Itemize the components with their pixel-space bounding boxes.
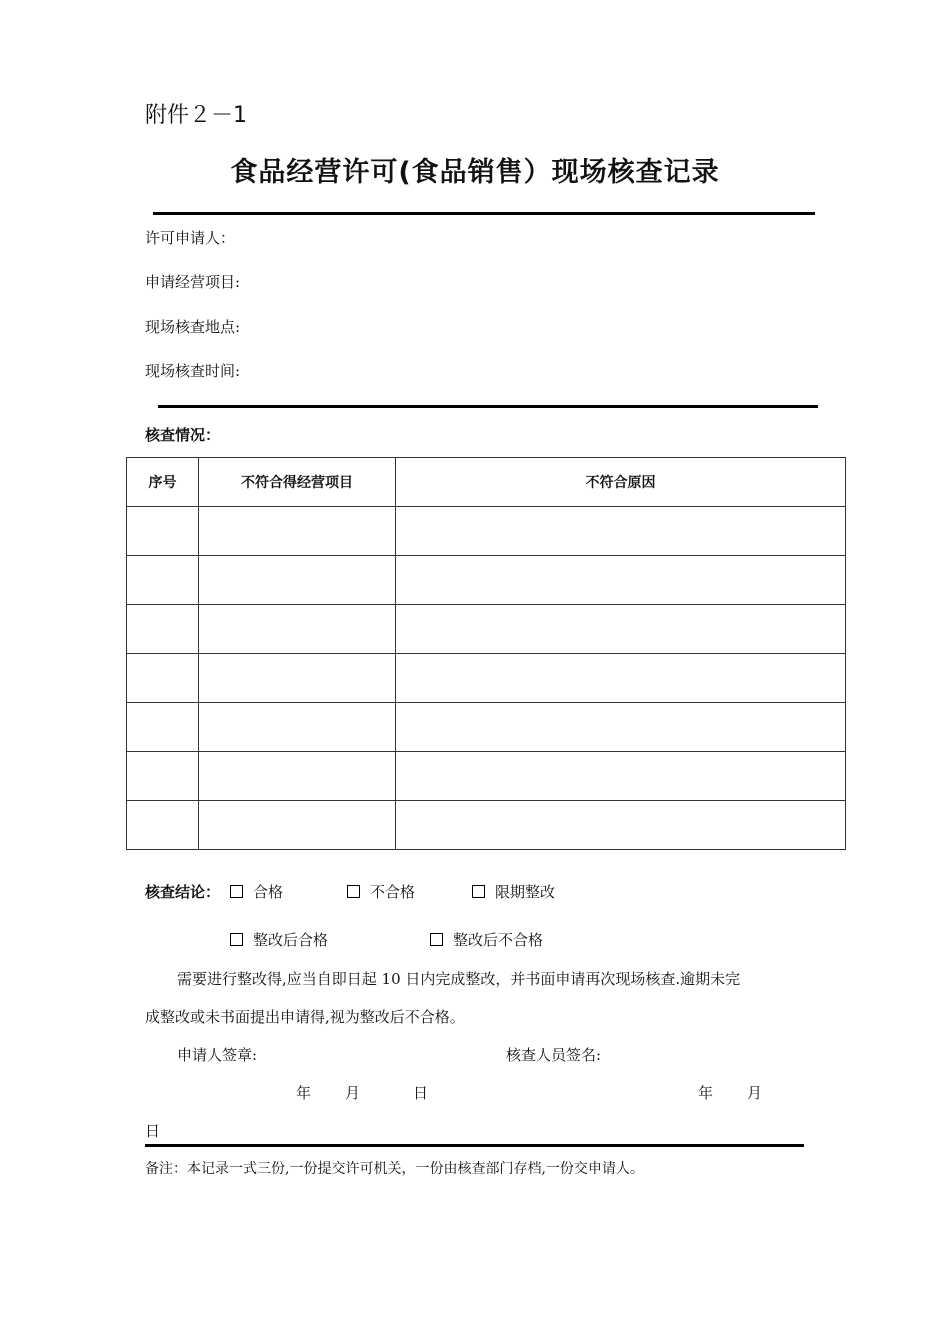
cell-seq[interactable] [127, 556, 199, 605]
option-pass[interactable] [230, 881, 283, 902]
table-row [127, 605, 846, 654]
cell-reason[interactable] [396, 605, 846, 654]
checkbox-rectified-fail[interactable] [430, 933, 443, 946]
applicant-date-day: 日 [413, 1084, 429, 1102]
table-row [127, 801, 846, 850]
title-divider [153, 212, 815, 215]
option-deadline[interactable] [472, 881, 555, 902]
applicant-signature-label: 申请人签章: [177, 1046, 258, 1064]
cell-seq[interactable] [127, 605, 199, 654]
note-divider [145, 1144, 804, 1147]
table-row [127, 703, 846, 752]
checkbox-deadline[interactable] [472, 885, 485, 898]
header-reason: 不符合原因 [396, 458, 846, 507]
table-row [127, 507, 846, 556]
option-rectified-fail-label: 整改后不合格 [453, 931, 544, 949]
option-rectified-pass-label: 整改后合格 [253, 931, 329, 949]
inspector-date-day: 日 [145, 1122, 161, 1140]
inspector-signature-label: 核查人员签名: [506, 1046, 602, 1064]
header-seq: 序号 [127, 458, 199, 507]
table-row [127, 654, 846, 703]
cell-reason[interactable] [396, 752, 846, 801]
conclusion-label: 核查结论： [145, 883, 221, 901]
checkbox-fail[interactable] [347, 885, 360, 898]
cell-item[interactable] [199, 605, 396, 654]
applicant-date-month: 月 [345, 1084, 361, 1102]
check-label: 核查情况： [145, 426, 221, 444]
cell-item[interactable] [199, 507, 396, 556]
field-time: 现场核查时间: [145, 362, 241, 380]
instruction-line-1: 需要进行整改得,应当自即日起 10 日内完成整改，并书面申请再次现场核查.逾期未完 [177, 970, 741, 988]
cell-reason[interactable] [396, 507, 846, 556]
cell-seq[interactable] [127, 507, 199, 556]
inspector-date-year: 年 [698, 1084, 714, 1102]
cell-seq[interactable] [127, 654, 199, 703]
cell-item[interactable] [199, 556, 396, 605]
inspection-table [126, 457, 846, 850]
footnote: 备注：本记录一式三份,一份提交许可机关，一份由核查部门存档,一份交申请人。 [145, 1161, 644, 1177]
header-item: 不符合得经营项目 [199, 458, 396, 507]
option-rectified-pass[interactable] [230, 929, 328, 950]
cell-item[interactable] [199, 703, 396, 752]
document-title: 食品经营许可(食品销售）现场核查记录 [230, 157, 720, 188]
cell-item[interactable] [199, 654, 396, 703]
cell-item[interactable] [199, 752, 396, 801]
inspector-date-month: 月 [747, 1084, 763, 1102]
applicant-date-year: 年 [296, 1084, 312, 1102]
field-business-items: 申请经营项目: [145, 273, 241, 291]
cell-seq[interactable] [127, 703, 199, 752]
cell-item[interactable] [199, 801, 396, 850]
annex-number: 附件２－1 [145, 103, 247, 128]
table-row [127, 556, 846, 605]
cell-seq[interactable] [127, 801, 199, 850]
fields-divider [158, 405, 818, 408]
instruction-line-2: 成整改或未书面提出申请得,视为整改后不合格。 [145, 1008, 465, 1026]
field-location: 现场核查地点: [145, 318, 241, 336]
table-row [127, 752, 846, 801]
option-deadline-label: 限期整改 [495, 883, 556, 901]
checkbox-pass[interactable] [230, 885, 243, 898]
checkbox-rectified-pass[interactable] [230, 933, 243, 946]
table-header-row [127, 458, 846, 507]
option-pass-label: 合格 [253, 883, 284, 901]
field-applicant: 许可申请人： [145, 229, 236, 247]
cell-reason[interactable] [396, 556, 846, 605]
cell-seq[interactable] [127, 752, 199, 801]
option-fail[interactable] [347, 881, 415, 902]
cell-reason[interactable] [396, 801, 846, 850]
option-fail-label: 不合格 [370, 883, 416, 901]
cell-reason[interactable] [396, 703, 846, 752]
option-rectified-fail[interactable] [430, 929, 543, 950]
cell-reason[interactable] [396, 654, 846, 703]
